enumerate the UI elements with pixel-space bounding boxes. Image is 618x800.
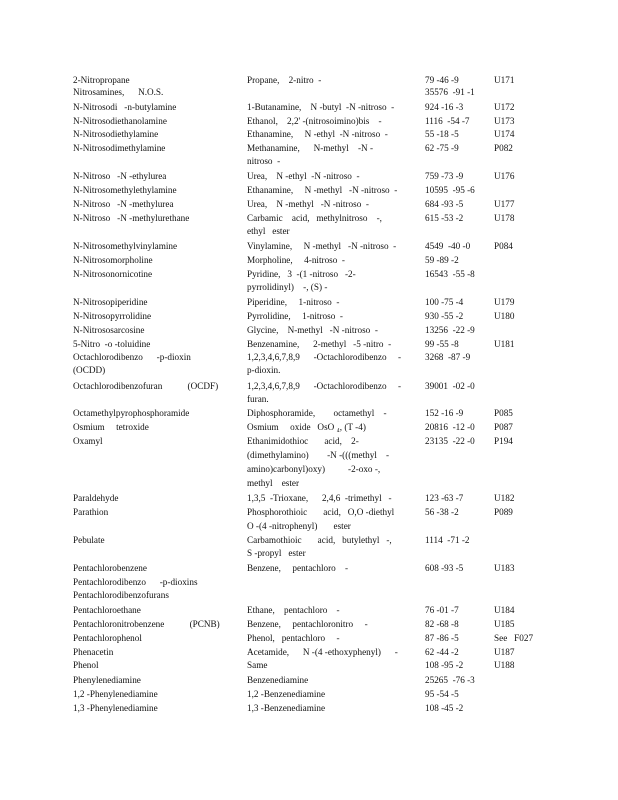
chemical-name-cell: N-Nitroso -N -methylurethane [73,213,190,223]
synonym-cell: p-dioxin. [247,365,281,375]
cas-number-cell: 39001 -02 -0 [425,381,475,391]
waste-code-cell: U187 [494,647,515,657]
synonym-cell: Carbamic acid, methylnitroso -, [247,213,382,223]
table-row [0,296,618,308]
cas-number-cell: 20816 -12 -0 [425,422,475,432]
chemical-name-cell: N-Nitrosomorpholine [73,255,153,265]
chemical-name-cell: Pentachlorophenol [73,633,142,643]
chemical-name-cell: N-Nitrosodiethylamine [73,129,159,139]
table-row [0,435,618,447]
chemical-name-cell: Paraldehyde [73,493,119,503]
synonym-cell: furan. [247,394,269,404]
table-row [0,674,618,686]
cas-number-cell: 99 -55 -8 [425,339,459,349]
synonym-cell: methyl ester [247,478,300,488]
table-row [0,421,618,433]
synonym-cell: Benzene, pentachloro - [247,563,349,573]
cas-number-cell: 152 -16 -9 [425,408,464,418]
chemical-name-cell: Phenol [73,660,99,670]
synonym-cell: Phosphorothioic acid, O,O -diethyl [247,507,395,517]
synonym-cell: amino)carbonyl)oxy) -2-oxo -, [247,464,381,474]
table-row [0,576,618,588]
synonym-cell: Ethanimidothioc acid, 2- [247,436,359,446]
chemical-name-cell: Parathion [73,507,109,517]
table-row [0,506,618,518]
synonym-cell: Urea, N -methyl -N -nitroso - [247,199,369,209]
table-row [0,254,618,266]
cas-number-cell: 95 -54 -5 [425,689,459,699]
chemical-name-cell: Pentachlorobenzene [73,563,147,573]
synonym-cell: Benzenamine, 2-methyl -5 -nitro - [247,339,392,349]
chemical-name-cell: Nitrosamines, N.O.S. [73,87,164,97]
waste-code-cell: U173 [494,116,515,126]
table-row [0,86,618,98]
cas-number-cell: 608 -93 -5 [425,563,464,573]
synonym-cell: Phenol, pentachloro - [247,633,340,643]
synonym-cell: Diphosphoramide, octamethyl - [247,408,387,418]
cas-number-cell: 100 -75 -4 [425,297,464,307]
synonym-cell: Pyrrolidine, 1-nitroso - [247,311,343,321]
cas-number-cell: 59 -89 -2 [425,255,459,265]
cas-number-cell: 684 -93 -5 [425,199,464,209]
waste-code-cell: U177 [494,199,515,209]
synonym-cell: Carbamothioic acid, butylethyl -, [247,535,392,545]
table-row [0,364,618,376]
table-row [0,240,618,252]
waste-code-cell: P084 [494,241,513,251]
table-row [0,310,618,322]
chemical-name-cell: N-Nitrosonornicotine [73,269,153,279]
table-row [0,646,618,658]
chemical-name-cell: (OCDD) [73,365,106,375]
table-row [0,351,618,363]
cas-number-cell: 82 -68 -8 [425,619,459,629]
chemical-name-cell: N-Nitroso -N -ethylurea [73,171,167,181]
cas-number-cell: 108 -45 -2 [425,703,464,713]
table-row [0,212,618,224]
chemical-name-cell: Octachlorodibenzo -p-dioxin [73,352,191,362]
chemical-name-cell: N-Nitrosodimethylamine [73,143,166,153]
synonym-cell: S -propyl ester [247,548,306,558]
waste-code-cell: U184 [494,605,515,615]
table-row [0,449,618,461]
synonym-cell: Urea, N -ethyl -N -nitroso - [247,171,360,181]
table-row [0,393,618,405]
waste-code-cell: U180 [494,311,515,321]
chemical-name-cell: N-Nitrosodiethanolamine [73,116,167,126]
synonym-cell: 1,2 -Benzenediamine [247,689,326,699]
table-row [0,198,618,210]
cas-number-cell: 4549 -40 -0 [425,241,471,251]
chemical-name-cell: Phenacetin [73,647,114,657]
table-row [0,184,618,196]
table-row [0,589,618,601]
waste-code-cell: U178 [494,213,515,223]
synonym-cell: Propane, 2-nitro - [247,75,322,85]
chemical-name-cell: N-Nitrosodi -n-butylamine [73,102,177,112]
chemical-name-cell: N-Nitrosomethylvinylamine [73,241,178,251]
chemical-name-cell: Pebulate [73,535,105,545]
synonym-cell: (dimethylamino) -N -(((methyl - [247,450,390,460]
synonym-cell: Acetamide, N -(4 -ethoxyphenyl) - [247,647,398,657]
synonym-cell: Ethanamine, N -methyl -N -nitroso - [247,185,398,195]
synonym-cell: Ethanol, 2,2' -(nitrosoimino)bis - [247,116,382,126]
table-row [0,268,618,280]
cas-number-cell: 62 -44 -2 [425,647,459,657]
synonym-cell: 1,2,3,4,6,7,8,9 -Octachlorodibenzo - [247,352,402,362]
cas-number-cell: 13256 -22 -9 [425,325,475,335]
cas-number-cell: 924 -16 -3 [425,102,464,112]
chemical-name-cell: 1,3 -Phenylenediamine [73,703,158,713]
waste-code-cell: U188 [494,660,515,670]
table-row [0,338,618,350]
synonym-cell: Morpholine, 4-nitroso - [247,255,345,265]
cas-number-cell: 16543 -55 -8 [425,269,475,279]
cas-number-cell: 79 -46 -9 [425,75,459,85]
chemical-name-cell: Pentachlorodibenzofurans [73,590,169,600]
synonym-cell: nitroso - [247,156,281,166]
waste-code-cell: P089 [494,507,513,517]
chemical-name-cell: 1,2 -Phenylenediamine [73,689,158,699]
table-row [0,618,618,630]
waste-code-cell: P082 [494,143,513,153]
waste-code-cell: U185 [494,619,515,629]
synonym-cell: Ethanamine, N -ethyl -N -nitroso - [247,129,388,139]
chemical-name-cell: Pentachloroethane [73,605,141,615]
synonym-cell: Pyridine, 3 -(1 -nitroso -2- [247,269,356,279]
synonym-cell: 1,3,5 -Trioxane, 2,4,6 -trimethyl - [247,493,392,503]
table-row [0,324,618,336]
cas-number-cell: 3268 -87 -9 [425,352,471,362]
waste-code-cell: U181 [494,339,515,349]
table-row [0,407,618,419]
table-row [0,115,618,127]
cas-number-cell: 108 -95 -2 [425,660,464,670]
table-row [0,101,618,113]
chemical-name-cell: N-Nitroso -N -methylurea [73,199,174,209]
table-row [0,604,618,616]
cas-number-cell: 62 -75 -9 [425,143,459,153]
cas-number-cell: 615 -53 -2 [425,213,464,223]
chemical-name-cell: N-Nitrosopyrrolidine [73,311,152,321]
cas-number-cell: 76 -01 -7 [425,605,459,615]
synonym-cell: Benzenediamine [247,675,309,685]
synonym-cell: Ethane, pentachloro - [247,605,340,615]
cas-number-cell: 23135 -22 -0 [425,436,475,446]
table-row [0,74,618,86]
synonym-cell: Vinylamine, N -methyl -N -nitroso - [247,241,397,251]
waste-code-cell: P085 [494,408,513,418]
waste-code-cell: U176 [494,171,515,181]
table-row [0,534,618,546]
synonym-cell: O -(4 -nitrophenyl) ester [247,521,351,531]
synonym-cell: Osmium oxide OsO ₄, (T -4) [247,422,366,432]
table-row [0,170,618,182]
synonym-cell: Methanamine, N-methyl -N - [247,143,374,153]
table-row [0,562,618,574]
synonym-cell: pyrrolidinyl) -, (S) - [247,282,328,292]
chemical-name-cell: N-Nitrosopiperidine [73,297,148,307]
cas-number-cell: 1114 -71 -2 [425,535,470,545]
synonym-cell: Piperidine, 1-nitroso - [247,297,340,307]
synonym-cell: 1,2,3,4,6,7,8,9 -Octachlorodibenzo - [247,381,402,391]
cas-number-cell: 35576 -91 -1 [425,87,475,97]
waste-code-cell: U179 [494,297,515,307]
waste-code-cell: U182 [494,493,515,503]
table-row [0,380,618,392]
chemical-name-cell: 2-Nitropropane [73,75,130,85]
chemical-name-cell: Pentachlorodibenzo -p-dioxins [73,577,198,587]
cas-number-cell: 1116 -54 -7 [425,116,470,126]
table-row [0,492,618,504]
table-row [0,702,618,714]
table-row [0,225,618,237]
synonym-cell: Same [247,660,268,670]
table-row [0,659,618,671]
table-row [0,281,618,293]
cas-number-cell: 55 -18 -5 [425,129,459,139]
table-row [0,547,618,559]
chemical-name-cell: Octachlorodibenzofuran (OCDF) [73,381,219,391]
waste-code-cell: U171 [494,75,515,85]
synonym-cell: Glycine, N-methyl -N -nitroso - [247,325,378,335]
chemical-name-cell: N-Nitrososarcosine [73,325,145,335]
cas-number-cell: 759 -73 -9 [425,171,464,181]
synonym-cell: Benzene, pentachloronitro - [247,619,368,629]
table-row [0,463,618,475]
table-row [0,142,618,154]
chemical-name-cell: Pentachloronitrobenzene (PCNB) [73,619,220,629]
waste-code-cell: U174 [494,129,515,139]
table-row [0,155,618,167]
waste-code-cell: P194 [494,436,513,446]
table-row [0,128,618,140]
chemical-name-cell: Osmium tetroxide [73,422,149,432]
cas-number-cell: 123 -63 -7 [425,493,464,503]
synonym-cell: 1-Butanamine, N -butyl -N -nitroso - [247,102,395,112]
chemical-name-cell: Octamethylpyrophosphoramide [73,408,190,418]
table-row [0,688,618,700]
chemical-name-cell: 5-Nitro -o -toluidine [73,339,151,349]
synonym-cell: 1,3 -Benzenediamine [247,703,326,713]
waste-code-cell: U183 [494,563,515,573]
waste-code-cell: U172 [494,102,515,112]
table-row [0,632,618,644]
cas-number-cell: 87 -86 -5 [425,633,459,643]
cas-number-cell: 25265 -76 -3 [425,675,475,685]
chemical-name-cell: N-Nitrosomethylethylamine [73,185,177,195]
chemical-name-cell: Oxamyl [73,436,103,446]
cas-number-cell: 10595 -95 -6 [425,185,475,195]
waste-code-cell: See F027 [494,633,534,643]
table-row [0,520,618,532]
synonym-cell: ethyl ester [247,226,290,236]
cas-number-cell: 930 -55 -2 [425,311,464,321]
waste-code-cell: P087 [494,422,513,432]
cas-number-cell: 56 -38 -2 [425,507,459,517]
table-row [0,477,618,489]
chemical-name-cell: Phenylenediamine [73,675,141,685]
